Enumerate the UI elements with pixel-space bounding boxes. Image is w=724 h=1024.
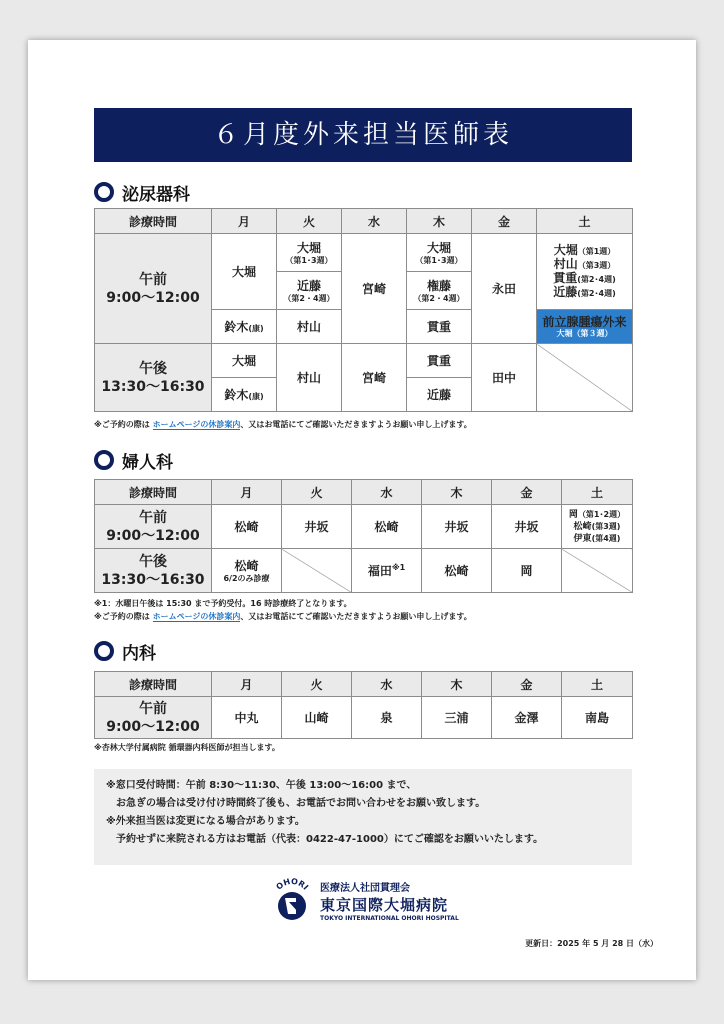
header-cell: 木 <box>407 209 472 234</box>
time-range: 9:00～12:00 <box>106 527 200 544</box>
section-heading-gynecology <box>94 448 173 472</box>
header-cell: 木 <box>422 480 492 505</box>
special-clinic-label: 前立腺腫瘍外来 <box>542 314 627 329</box>
internal-note: ※杏林大学付属病院 循環器内科医師が担当します。 <box>94 743 280 752</box>
name-note: (康) <box>248 392 264 401</box>
info-line: ※外来担当医は変更になる場合があります。 <box>106 816 305 827</box>
footnote-mark: ※1 <box>391 563 406 572</box>
doctor-cell: 金澤 <box>492 697 562 739</box>
doctor-name: 権藤 <box>426 279 451 293</box>
doctor-cell: 南島 <box>562 697 633 739</box>
doctor-name: 鈴木 <box>224 388 249 402</box>
doctor-cell: 松崎 <box>422 549 492 593</box>
note-text: ※ご予約の際は <box>94 612 150 621</box>
note-text: 、又はお電話にてご確認いただきますようお願い申し上げます。 <box>240 420 472 429</box>
time-label: 午前 <box>139 509 167 526</box>
header-cell: 土 <box>562 672 633 697</box>
doctor-name: 大堀 <box>553 242 578 257</box>
doctor-cell <box>277 234 342 272</box>
header-cell: 火 <box>277 209 342 234</box>
doctor-name: 近藤 <box>553 284 578 299</box>
header-cell: 土 <box>562 480 633 505</box>
time-label: 午前 <box>139 700 167 717</box>
logo-wordmark: OHORI <box>274 878 311 892</box>
header-cell: 土 <box>537 209 633 234</box>
doctor-cell: 貫重 <box>407 310 472 344</box>
doctor-cell: 井坂 <box>422 505 492 549</box>
doctor-cell: 松崎 <box>212 505 282 549</box>
time-range: 9:00～12:00 <box>106 718 200 735</box>
closure-info-link[interactable]: ホームページの休診案内 <box>152 420 241 429</box>
doctor-name: 村山 <box>553 256 578 271</box>
table-row <box>95 697 633 739</box>
table-header-row <box>95 209 633 234</box>
reservation-note <box>94 611 472 622</box>
week-note: （第3週） <box>577 260 616 270</box>
week-note: （第1週） <box>577 246 616 256</box>
doctor-cell: 近藤 <box>407 378 472 412</box>
circle-bullet-icon <box>94 182 114 202</box>
week-note: (第2･4週) <box>577 274 616 284</box>
table-row <box>95 505 633 549</box>
doctor-cell: 貫重 <box>407 344 472 378</box>
urology-schedule-table <box>94 208 633 412</box>
table-row <box>95 344 633 378</box>
week-note: (第2･4週) <box>577 288 616 298</box>
page-title: ６月度外来担当医師表 <box>94 108 632 162</box>
empty-slot-cell <box>537 344 633 412</box>
header-cell: 金 <box>492 672 562 697</box>
saturday-cell <box>537 234 633 310</box>
doctor-cell: 田中 <box>472 344 537 412</box>
doctor-cell: 井坂 <box>492 505 562 549</box>
time-range: 13:30～16:30 <box>101 571 205 588</box>
table-row <box>95 234 633 272</box>
internal-schedule-table <box>94 671 633 739</box>
section-heading-internal <box>94 639 156 663</box>
doctor-name: 鈴木 <box>224 320 249 334</box>
doctor-cell: 岡 <box>492 549 562 593</box>
updated-date: 更新日：2025 年 5 月 28 日（水） <box>525 939 658 948</box>
doctor-name: 松崎 <box>573 521 592 532</box>
circle-bullet-icon <box>94 450 114 470</box>
time-range: 9:00～12:00 <box>106 289 200 306</box>
empty-slot-cell <box>562 549 633 593</box>
doctor-cell: 松崎 <box>352 505 422 549</box>
header-cell: 水 <box>352 672 422 697</box>
time-cell-am <box>95 697 212 739</box>
header-cell: 火 <box>282 480 352 505</box>
doctor-cell: 宮崎 <box>342 344 407 412</box>
info-line: 予約せずに来院される方はお電話（代表：0422-47-1000）にてご確認をお願いいたします。 <box>106 834 544 845</box>
week-note: （第1･3週） <box>285 256 333 265</box>
time-label: 午後 <box>139 553 167 570</box>
doctor-cell: 永田 <box>472 234 537 344</box>
doctor-cell: 山崎 <box>282 697 352 739</box>
note-text: ※ご予約の際は <box>94 420 150 429</box>
reservation-note <box>94 419 472 430</box>
doctor-cell <box>212 549 282 593</box>
note-text: 、又はお電話にてご確認いただきますようお願い申し上げます。 <box>240 612 472 621</box>
section-title: 内科 <box>122 643 156 664</box>
time-cell-am <box>95 234 212 344</box>
header-cell: 診療時間 <box>95 209 212 234</box>
corporation-name: 医療法人社団貫理会 <box>320 882 410 894</box>
reception-info-box <box>94 769 632 865</box>
closure-info-link[interactable]: ホームページの休診案内 <box>152 612 241 621</box>
header-cell: 月 <box>212 672 282 697</box>
week-note: （第2・4週） <box>413 294 465 303</box>
week-note: （第2・4週） <box>283 294 335 303</box>
doctor-name: 伊東 <box>573 533 592 544</box>
time-cell-pm <box>95 549 212 593</box>
doctor-cell: 三浦 <box>422 697 492 739</box>
section-title: 泌尿器科 <box>122 184 190 205</box>
doctor-cell <box>277 272 342 310</box>
name-note: (康) <box>248 324 264 333</box>
doctor-cell: 宮崎 <box>342 234 407 344</box>
time-cell-am <box>95 505 212 549</box>
doctor-cell <box>212 310 277 344</box>
hospital-logo <box>270 878 459 922</box>
doctor-cell: 村山 <box>277 344 342 412</box>
doctor-cell <box>407 272 472 310</box>
doctor-name: 大堀 <box>426 241 451 255</box>
table-header-row <box>95 672 633 697</box>
header-cell: 火 <box>282 672 352 697</box>
section-heading-urology <box>94 180 190 204</box>
doctor-name: 大堀 <box>296 241 321 255</box>
doctor-cell: 中丸 <box>212 697 282 739</box>
week-note: (第4週) <box>591 533 621 543</box>
header-cell: 診療時間 <box>95 672 212 697</box>
footnote-1: ※1：水曜日午後は 15:30 まで予約受付。16 時診療終了となります。 <box>94 599 352 608</box>
saturday-cell <box>562 505 633 549</box>
doctor-name: 岡 <box>568 509 578 520</box>
date-note: 6/2のみ診療 <box>223 574 270 583</box>
doctor-name: 近藤 <box>296 279 321 293</box>
circle-bullet-icon <box>94 641 114 661</box>
time-range: 13:30～16:30 <box>101 378 205 395</box>
week-note: （第1･2週） <box>577 509 626 519</box>
section-title: 婦人科 <box>122 452 173 473</box>
hospital-emblem-icon <box>270 878 314 922</box>
doctor-cell <box>352 549 422 593</box>
doctor-cell: 大堀 <box>212 234 277 310</box>
doctor-cell <box>212 378 277 412</box>
header-cell: 水 <box>342 209 407 234</box>
doctor-name: 松崎 <box>234 559 259 573</box>
time-label: 午前 <box>139 271 167 288</box>
info-line: お急ぎの場合は受け付け時間終了後も、お電話でお問い合わせをお願い致します。 <box>106 798 486 809</box>
doctor-cell: 村山 <box>277 310 342 344</box>
gynecology-schedule-table <box>94 479 633 593</box>
doctor-cell <box>407 234 472 272</box>
table-header-row <box>95 480 633 505</box>
hospital-name: 東京国際大堀病院 <box>320 895 449 914</box>
header-cell: 月 <box>212 480 282 505</box>
doctor-name: 福田 <box>367 564 392 578</box>
header-cell: 木 <box>422 672 492 697</box>
header-cell: 水 <box>352 480 422 505</box>
week-note: （第1･3週） <box>415 256 463 265</box>
svg-text:OHORI <box>274 878 310 892</box>
table-row <box>95 549 633 593</box>
header-cell: 金 <box>492 480 562 505</box>
doctor-cell: 大堀 <box>212 344 277 378</box>
doctor-cell: 井坂 <box>282 505 352 549</box>
doctor-cell: 泉 <box>352 697 422 739</box>
doctor-name: 貫重 <box>553 270 578 285</box>
empty-slot-cell <box>282 549 352 593</box>
header-cell: 月 <box>212 209 277 234</box>
week-note: 大堀（第３週） <box>556 328 613 338</box>
header-cell: 診療時間 <box>95 480 212 505</box>
hospital-name-en: TOKYO INTERNATIONAL OHORI HOSPITAL <box>320 914 459 922</box>
hospital-name-block <box>320 879 459 922</box>
prostate-tumor-clinic-cell <box>537 310 633 344</box>
week-note: (第3週) <box>591 521 621 531</box>
time-label: 午後 <box>139 360 167 377</box>
info-line: ※窓口受付時間：午前 8:30～11:30、午後 13:00～16:00 まで、 <box>106 780 417 791</box>
time-cell-pm <box>95 344 212 412</box>
header-cell: 金 <box>472 209 537 234</box>
